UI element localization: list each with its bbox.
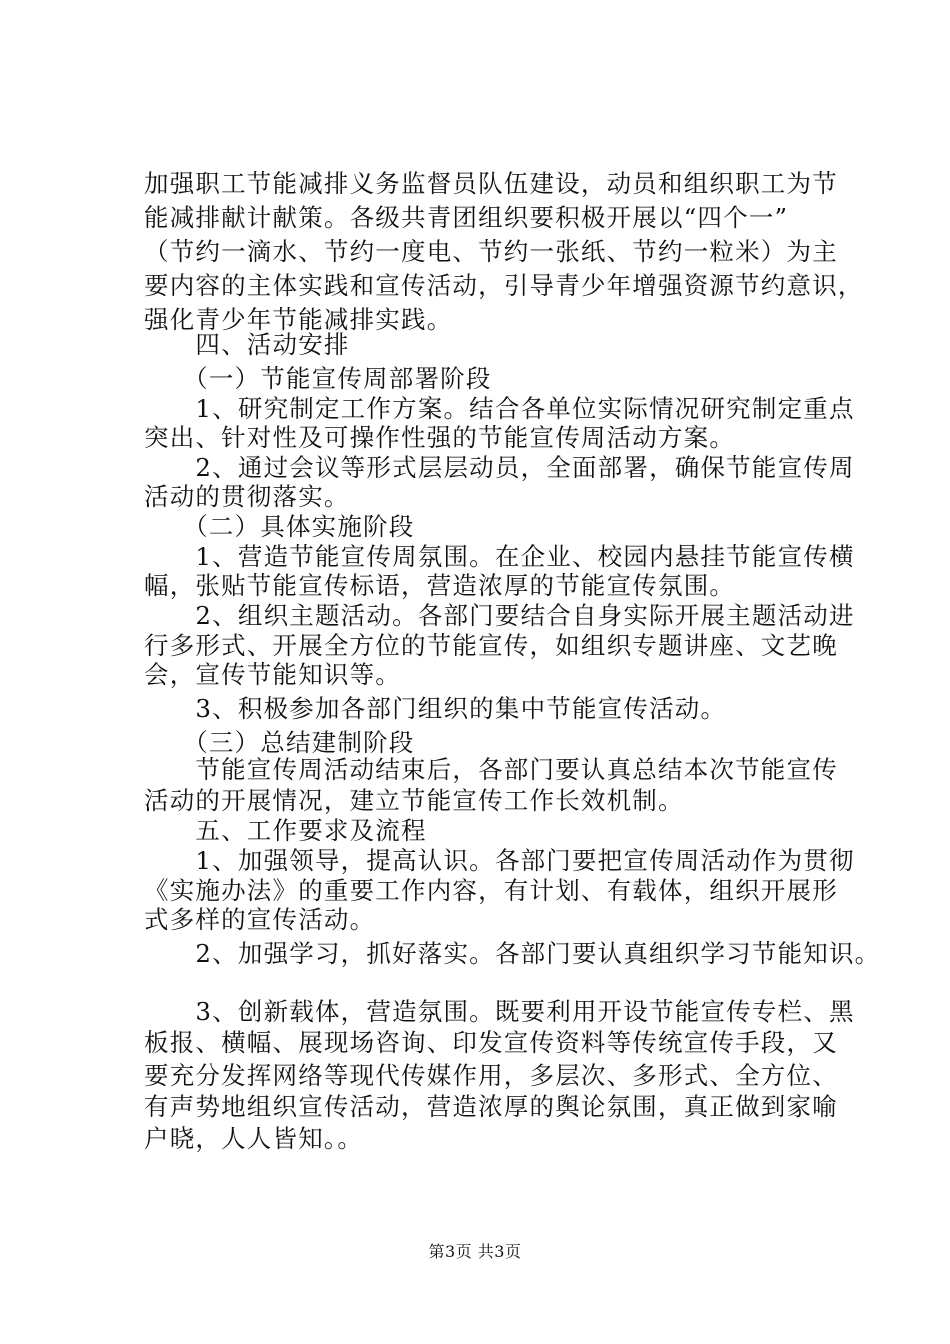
body-line: 2、通过会议等形式层层动员，全面部署，确保节能宣传周 (144, 453, 855, 482)
body-line: 会，宣传节能知识等。 (144, 660, 401, 689)
body-line: 节能宣传周活动结束后，各部门要认真总结本次节能宣传 (144, 755, 838, 784)
body-line: 2、加强学习，抓好落实。各部门要认真组织学习节能知识。 (144, 939, 881, 968)
body-line: 突出、针对性及可操作性强的节能宣传周活动方案。 (144, 423, 736, 452)
body-line: 板报、横幅、展现场咨询、印发宣传资料等传统宣传手段，又 (144, 1028, 838, 1057)
body-line: 活动的开展情况，建立节能宣传工作长效机制。 (144, 786, 684, 815)
body-line: 活动的贯彻落实。 (144, 482, 350, 511)
body-line: 《实施办法》的重要工作内容，有计划、有载体，组织开展形 (144, 876, 838, 905)
body-line: 2、组织主题活动。各部门要结合自身实际开展主题活动进 (144, 601, 855, 630)
body-line: 能减排献计献策。各级共青团组织要积极开展以“四个一” (144, 203, 789, 232)
section-heading: 五、工作要求及流程 (144, 816, 427, 845)
body-line: 3、积极参加各部门组织的集中节能宣传活动。 (144, 694, 727, 723)
body-line: 要充分发挥网络等现代传媒作用，多层次、多形式、全方位、 (144, 1061, 838, 1090)
body-line: 式多样的宣传活动。 (144, 905, 376, 934)
section-heading: 四、活动安排 (144, 330, 350, 359)
body-line: 幅，张贴节能宣传标语，营造浓厚的节能宣传氛围。 (144, 571, 736, 600)
body-line: 加强职工节能减排义务监督员队伍建设，动员和组织职工为节 (144, 169, 838, 198)
body-line: 1、研究制定工作方案。结合各单位实际情况研究制定重点 (144, 394, 855, 423)
body-line: 户晓，人人皆知。。 (144, 1124, 364, 1153)
body-line: 有声势地组织宣传活动，营造浓厚的舆论氛围，真正做到家喻 (144, 1092, 838, 1121)
subsection-heading: （二）具体实施阶段 (144, 512, 415, 541)
subsection-heading: （三）总结建制阶段 (144, 728, 415, 757)
body-line: 要内容的主体实践和宣传活动，引导青少年增强资源节约意识， (144, 271, 864, 300)
body-line: 强化青少年节能减排实践。 (144, 305, 453, 334)
body-line: 行多形式、开展全方位的节能宣传，如组织专题讲座、文艺晚 (144, 631, 838, 660)
body-line: （节约一滴水、节约一度电、节约一张纸、节约一粒米）为主 (144, 237, 838, 266)
body-line: 3、创新载体，营造氛围。既要利用开设节能宣传专栏、黑 (144, 997, 855, 1026)
body-line: 1、营造节能宣传周氛围。在企业、校园内悬挂节能宣传横 (144, 542, 855, 571)
body-line: 1、加强领导，提高认识。各部门要把宣传周活动作为贯彻 (144, 846, 855, 875)
subsection-heading: （一）节能宣传周部署阶段 (144, 364, 492, 393)
page-number: 第3页 共3页 (428, 1242, 522, 1261)
